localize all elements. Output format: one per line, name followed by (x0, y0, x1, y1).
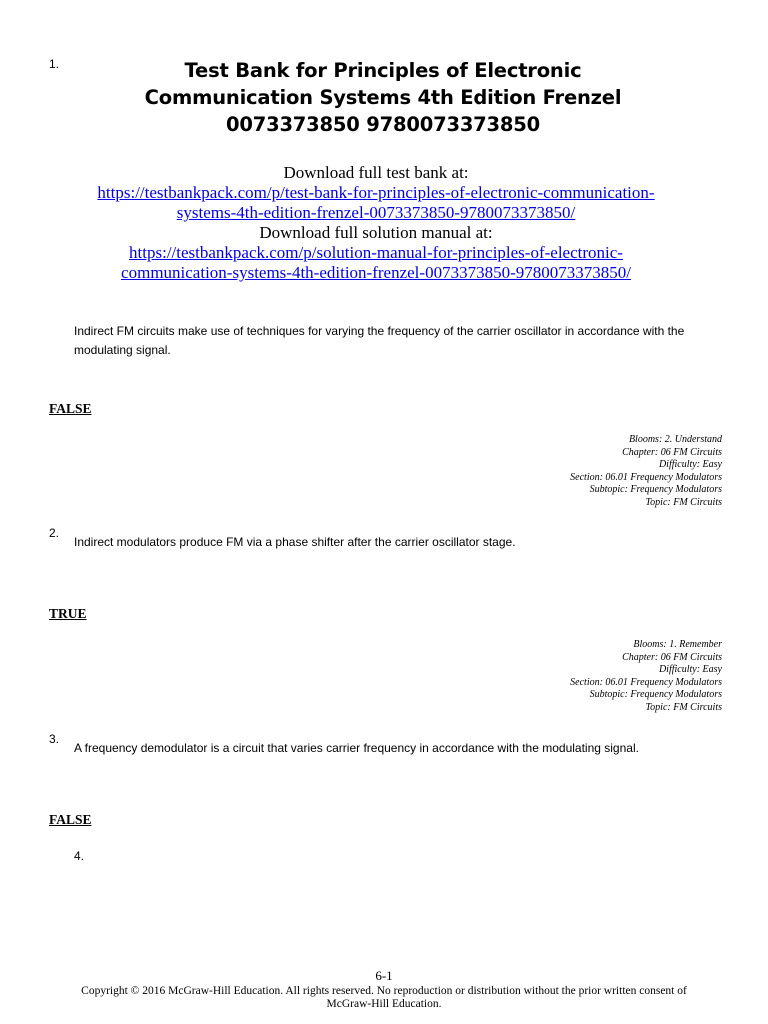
question-3-number: 3. (49, 732, 60, 746)
meta-difficulty: Difficulty: Easy (658, 459, 722, 471)
meta-blooms: Blooms: 2. Understand (628, 434, 722, 445)
meta-topic: Topic: FM Circuits (645, 701, 722, 713)
question-2-metadata (570, 639, 722, 715)
question-2-answer: TRUE (49, 606, 87, 621)
solution-label: Download full solution manual at: (259, 223, 493, 242)
download-block (60, 163, 692, 283)
meta-subtopic: Subtopic: Frequency Modulators (589, 484, 722, 496)
question-1-answer: FALSE (49, 401, 92, 416)
meta-difficulty: Difficulty: Easy (658, 664, 722, 676)
copyright-notice (50, 985, 718, 1011)
solution-link-line-1: https://testbankpack.com/p/solution-manual-for-principles-of-electronic- (129, 243, 623, 262)
meta-chapter: Chapter: 06 FM Circuits (622, 446, 722, 458)
question-1-number: 1. (49, 57, 60, 71)
question-3-answer: FALSE (49, 812, 92, 827)
copyright-line-2: McGraw-Hill Education. (326, 998, 442, 1010)
solution-link-line-2: communication-systems-4th-edition-frenzel-0073373850-9780073373850/ (121, 263, 631, 282)
title-line-2: Communication Systems 4th Edition Frenzel (144, 86, 622, 109)
test-bank-label: Download full test bank at: (283, 163, 469, 182)
question-2-text: Indirect modulators produce FM via a phase shifter after the carrier oscillator stage. (74, 535, 516, 549)
solution-manual-link[interactable] (121, 243, 631, 282)
question-1-metadata (570, 434, 722, 510)
test-bank-link[interactable] (97, 183, 654, 222)
meta-chapter: Chapter: 06 FM Circuits (622, 651, 722, 663)
meta-subtopic: Subtopic: Frequency Modulators (589, 689, 722, 701)
page-number: 6-1 (375, 968, 393, 983)
meta-topic: Topic: FM Circuits (645, 496, 722, 508)
meta-section: Section: 06.01 Frequency Modulators (570, 471, 722, 483)
document-title (100, 57, 666, 138)
meta-section: Section: 06.01 Frequency Modulators (570, 676, 722, 688)
title-line-3: 0073373850 9780073373850 (225, 113, 541, 136)
copyright-line-1: Copyright © 2016 McGraw-Hill Education. All rights reserved. No reproduction or distribution without the prior written consent of (81, 985, 687, 997)
test-bank-link-line-1: https://testbankpack.com/p/test-bank-for-principles-of-electronic-communication- (97, 183, 655, 202)
question-2-number: 2. (49, 526, 60, 540)
title-line-1: Test Bank for Principles of Electronic (184, 59, 582, 82)
question-1-text: Indirect FM circuits make use of techniques for varying the frequency of the carrier oscillator in accordance with the modulating signal. (74, 324, 685, 357)
test-bank-link-line-2: systems-4th-edition-frenzel-0073373850-9780073373850/ (176, 203, 576, 222)
meta-blooms: Blooms: 1. Remember (633, 639, 722, 650)
question-4-number: 4. (74, 849, 85, 863)
question-3-text: A frequency demodulator is a circuit that varies carrier frequency in accordance with the modulating signal. (74, 741, 639, 755)
